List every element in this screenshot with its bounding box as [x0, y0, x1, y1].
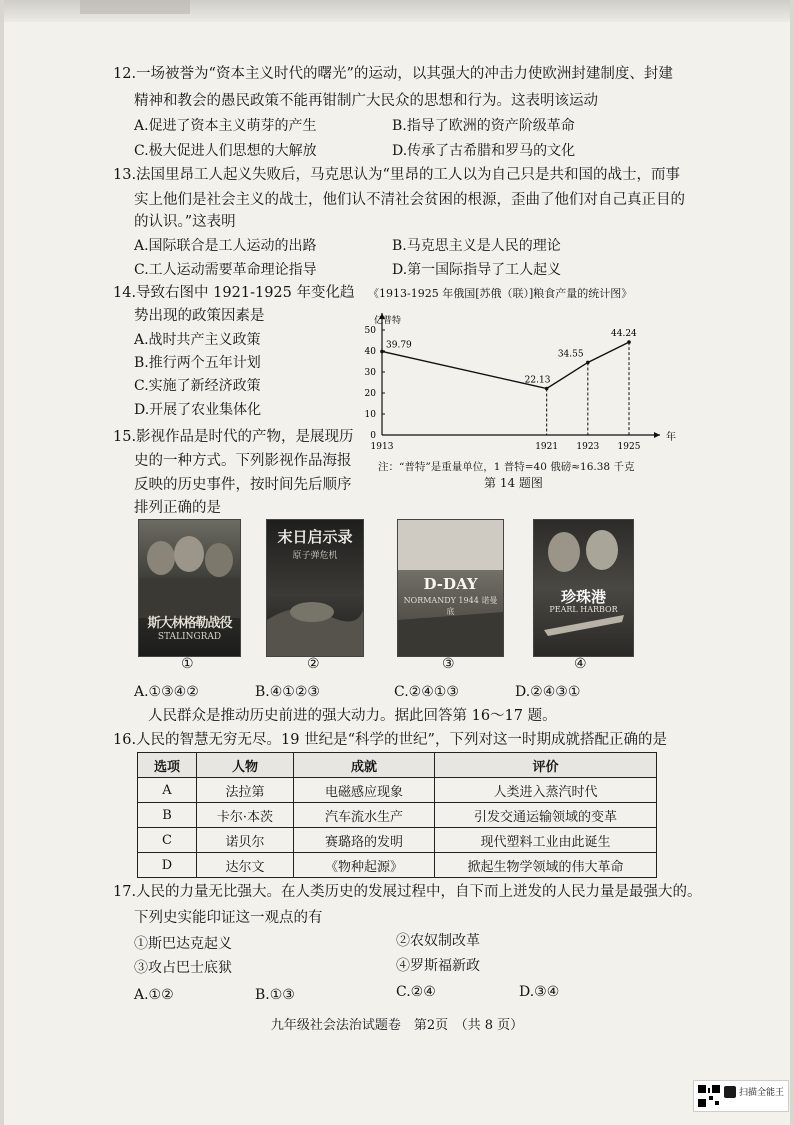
- poster-3-number: ③: [442, 656, 455, 672]
- chart-title: 《1913-1925 年俄国[苏俄（联）]粮食产量的统计图》: [368, 287, 633, 300]
- cell-option: B: [138, 803, 197, 828]
- q12-stem-line1: 12.一场被誉为“资本主义时代的曙光”的运动，以其强大的冲击力使欧洲封建制度、封建: [113, 66, 673, 82]
- data-label: 34.55: [557, 349, 584, 360]
- q17-option-d: D.③④: [519, 984, 560, 1000]
- scanner-badge-label: 扫描全能王: [739, 1087, 785, 1097]
- header-person: 人物: [197, 753, 294, 778]
- table-row: [138, 853, 657, 878]
- q17-option-b: B.①③: [255, 987, 295, 1003]
- q15-stem-line3: 反映的历史事件，按时间先后顺序: [134, 477, 352, 493]
- cell-evaluation: 人类进入蒸汽时代: [435, 778, 657, 803]
- data-label: 44.24: [611, 329, 637, 340]
- q15-option-b: B.④①②③: [255, 684, 320, 700]
- poster-2-number: ②: [307, 656, 320, 672]
- x-tick-label: 1913: [370, 442, 394, 452]
- q12-option-c: C.极大促进人们思想的大解放: [134, 143, 317, 159]
- poster-2-title: 末日启示录: [277, 528, 353, 546]
- q15-stem-line4: 排列正确的是: [134, 500, 221, 516]
- q14-option-a: A.战时共产主义政策: [134, 332, 261, 348]
- table-header-row: [138, 753, 657, 778]
- q14-option-d: D.开展了农业集体化: [134, 402, 262, 418]
- table-row: [138, 828, 657, 853]
- q12-option-a: A.促进了资本主义萌芽的产生: [134, 118, 317, 134]
- cell-achievement: 电磁感应现象: [294, 778, 435, 803]
- y-tick-label: 10: [364, 410, 376, 420]
- q17-option-a: A.①②: [134, 987, 174, 1003]
- q13-option-d: D.第一国际指导了工人起义: [392, 262, 562, 278]
- cell-achievement: 赛璐珞的发明: [294, 828, 435, 853]
- cell-person: 诺贝尔: [197, 828, 294, 853]
- cell-evaluation: 现代塑料工业由此诞生: [435, 828, 657, 853]
- poster-4-number: ④: [574, 656, 587, 672]
- q13-option-a: A.国际联合是工人运动的出路: [134, 238, 317, 254]
- q14-stem-line1: 14.导致右图中 1921-1925 年变化趋: [113, 285, 355, 301]
- poster-4-title: 珍珠港: [560, 588, 606, 606]
- q17-item-4: ④罗斯福新政: [396, 958, 480, 974]
- q12-option-d: D.传承了古希腊和罗马的文化: [392, 143, 576, 159]
- poster-stalingrad: [138, 519, 241, 657]
- q15-stem-line2: 史的一种方式。下列影视作品海报: [134, 453, 352, 469]
- chart-note: 注：“普特”是重量单位，1 普特=40 俄磅≈16.38 千克: [378, 461, 635, 473]
- poster-pearl-harbor: [533, 519, 634, 657]
- cell-achievement: 汽车流水生产: [294, 803, 435, 828]
- poster-3-title: D-DAY: [423, 575, 478, 593]
- header-evaluation: 评价: [435, 753, 657, 778]
- poster-1-subtitle: STALINGRAD: [157, 632, 222, 642]
- header-achievement: 成就: [294, 753, 435, 778]
- poster-1-number: ①: [181, 656, 194, 672]
- q12-stem-line2: 精神和教会的愚民政策不能再钳制广大民众的思想和行为。这表明该运动: [134, 93, 598, 109]
- poster-4-subtitle: PEARL HARBOR: [549, 605, 618, 614]
- x-axis-label: 年: [666, 432, 676, 443]
- q13-stem-line3: 的认识。”这表明: [134, 214, 236, 230]
- grain-output-chart: [360, 302, 676, 462]
- data-point: [380, 350, 384, 354]
- figure-caption: 第 14 题图: [484, 476, 543, 490]
- q13-stem-line2: 实上他们是社会主义的战士，他们认不清社会贫困的根源，歪曲了他们对自己真正目的: [134, 192, 685, 208]
- cell-evaluation: 掀起生物学领域的伟大革命: [435, 853, 657, 878]
- q17-item-1: ①斯巴达克起义: [134, 936, 232, 952]
- scan-smudge: [80, 0, 190, 14]
- x-tick-label: 1925: [617, 442, 641, 452]
- cell-option: C: [138, 828, 197, 853]
- q15-stem-line1: 15.影视作品是时代的产物，是展现历: [113, 429, 354, 445]
- q17-option-c: C.②④: [396, 984, 436, 1000]
- y-tick-label: 30: [364, 368, 376, 378]
- x-axis-arrow: [654, 432, 660, 438]
- data-point: [586, 361, 590, 365]
- q13-stem-line1: 13.法国里昂工人起义失败后，马克思认为“里昂的工人以为自己只是共和国的战士，而事: [113, 167, 680, 183]
- scan-right-edge: [790, 0, 794, 1125]
- cell-option: A: [138, 778, 197, 803]
- y-tick-label: 40: [364, 347, 376, 357]
- q14-option-c: C.实施了新经济政策: [134, 378, 261, 394]
- q12-option-b: B.指导了欧洲的资产阶级革命: [392, 118, 575, 134]
- section-intro: 人民群众是推动历史前进的强大动力。据此回答第 16～17 题。: [148, 708, 557, 724]
- achievements-table: [137, 752, 657, 878]
- qr-code-icon: [697, 1084, 721, 1108]
- cell-option: D: [138, 853, 197, 878]
- q14-stem-line2: 势出现的政策因素是: [134, 308, 265, 324]
- y-axis-label: 亿普特: [374, 316, 402, 326]
- data-label: 39.79: [386, 340, 412, 351]
- data-point: [627, 340, 631, 344]
- q14-option-b: B.推行两个五年计划: [134, 355, 261, 371]
- q17-stem-line1: 17.人民的力量无比强大。在人类历史的发展过程中，自下而上迸发的人民力量是最强大的。: [113, 884, 702, 900]
- cell-evaluation: 引发交通运输领域的变革: [435, 803, 657, 828]
- cell-person: 卡尔·本茨: [197, 803, 294, 828]
- cell-person: 法拉第: [197, 778, 294, 803]
- poster-apocalypse: [266, 519, 364, 657]
- poster-3-subtitle: NORMANDY 1944 诺曼底: [403, 596, 498, 616]
- cell-achievement: 《物种起源》: [294, 853, 435, 878]
- x-tick-label: 1923: [576, 442, 600, 452]
- cell-person: 达尔文: [197, 853, 294, 878]
- table-row: [138, 778, 657, 803]
- cs-logo-icon: [724, 1086, 736, 1098]
- x-tick-label: 1921: [535, 442, 559, 452]
- page-footer: 九年级社会法治试题卷 第2页 （共 8 页）: [270, 1018, 524, 1033]
- data-label: 22.13: [524, 375, 551, 386]
- y-tick-label: 50: [364, 326, 376, 336]
- q13-option-b: B.马克思主义是人民的理论: [392, 238, 561, 254]
- y-tick-label: 20: [364, 389, 376, 399]
- q16-stem: 16.人民的智慧无穷无尽。19 世纪是“科学的世纪”，下列对这一时期成就搭配正确的是: [113, 732, 667, 748]
- poster-1-title: 斯大林格勒战役: [147, 616, 232, 631]
- series-line: [382, 342, 629, 388]
- poster-2-subtitle: 原子弹危机: [292, 551, 338, 561]
- y-tick-label: 0: [370, 431, 376, 441]
- q17-item-3: ③攻占巴士底狱: [134, 960, 232, 976]
- q17-stem-line2: 下列史实能印证这一观点的有: [134, 910, 323, 926]
- scan-left-edge: [0, 0, 4, 1125]
- scanner-badge: [693, 1080, 789, 1112]
- q17-item-2: ②农奴制改革: [396, 933, 480, 949]
- table-row: [138, 803, 657, 828]
- q13-option-c: C.工人运动需要革命理论指导: [134, 262, 317, 278]
- q15-option-c: C.②④①③: [394, 684, 459, 700]
- poster-dday: [397, 519, 504, 657]
- data-point: [545, 387, 549, 391]
- q15-option-d: D.②④③①: [515, 684, 581, 700]
- header-option: 选项: [138, 753, 197, 778]
- q15-option-a: A.①③④②: [134, 684, 199, 700]
